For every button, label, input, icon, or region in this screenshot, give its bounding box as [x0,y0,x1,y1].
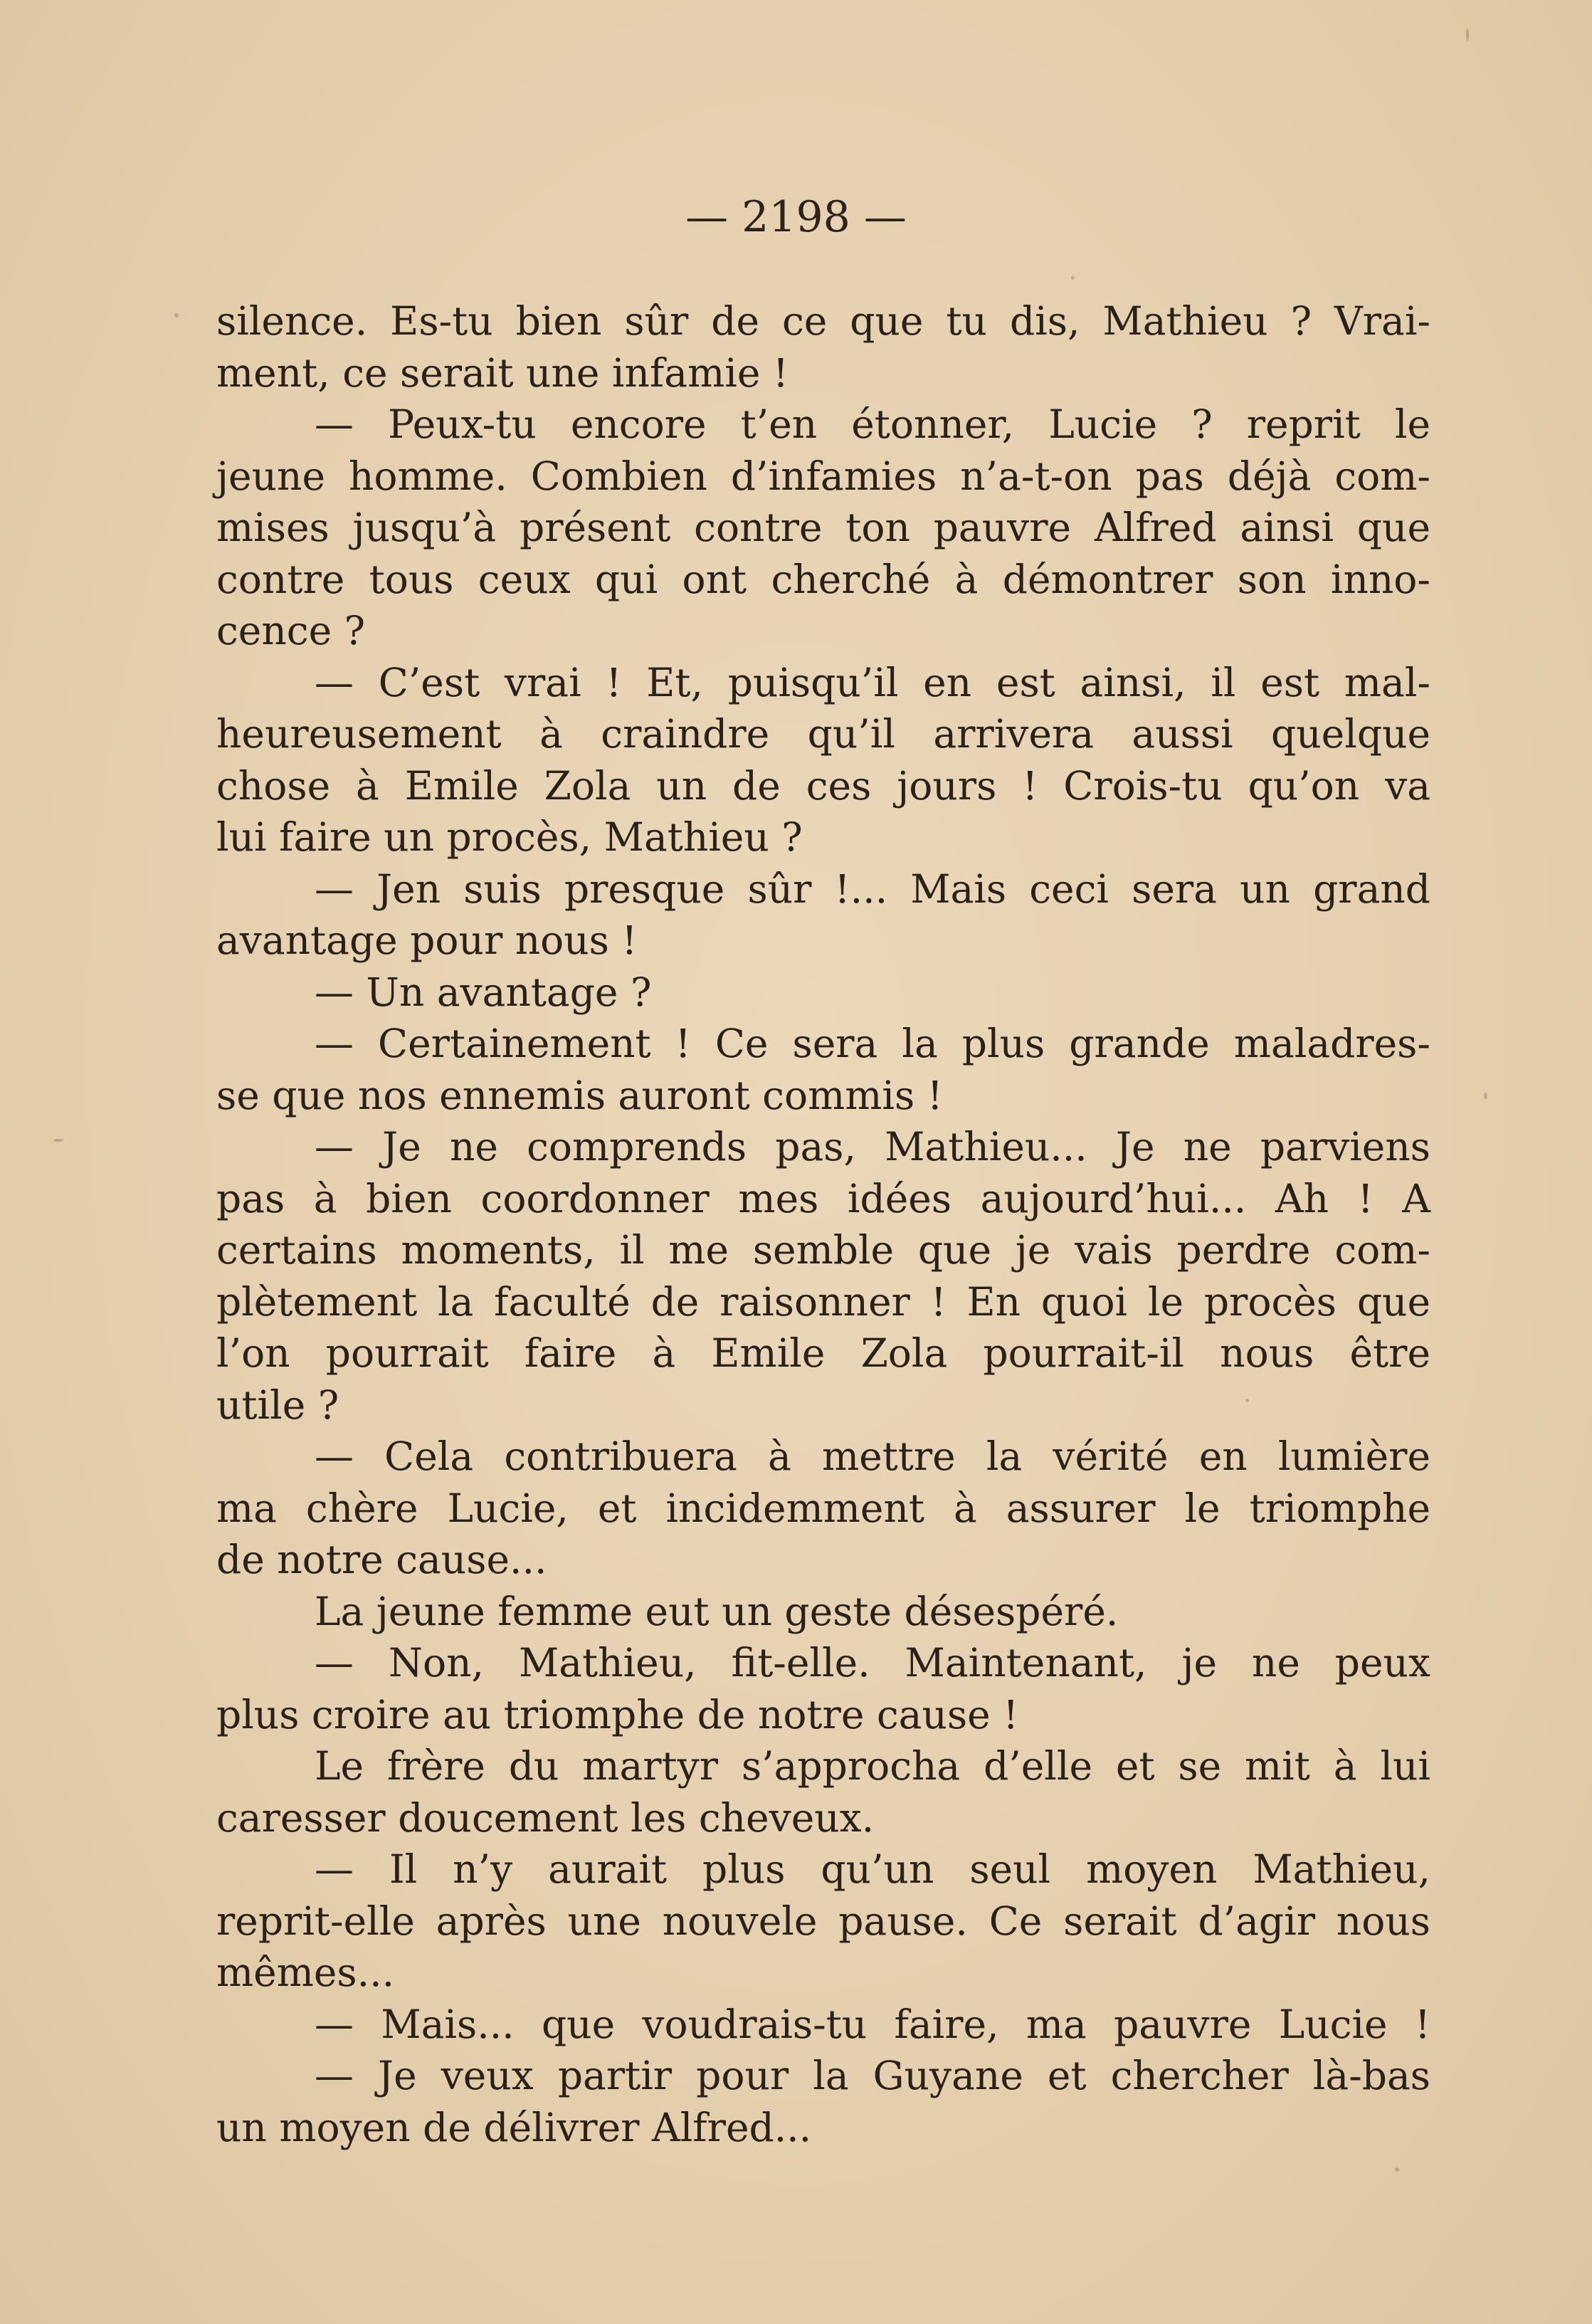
text-line: — Il n’y aurait plus qu’un seul moyen Mathieu, [315,1846,1430,1892]
text-line: Le frère du martyr s’approcha d’elle et se mit à lui [315,1743,1430,1789]
text-line: de notre cause... [216,1537,547,1582]
text-line: mises jusqu’à présent contre ton pauvre Alfred ainsi que [216,505,1430,550]
text-line: — Peux-tu encore t’en étonner, Lucie ? reprit le [315,401,1430,447]
text-line: ma chère Lucie, et incidemment à assurer le triomphe [216,1485,1430,1531]
text-line: — Mais... que voudrais-tu faire, ma pauvre Lucie ! [315,2001,1430,2047]
text-line: cence ? [216,608,366,653]
text-line: La jeune femme eut un geste désespéré. [315,1588,1119,1634]
text-line: caresser doucement les cheveux. [216,1794,875,1841]
text-line: heureusement à craindre qu’il arrivera aussi quelque [216,711,1430,757]
text-line: l’on pourrait faire à Emile Zola pourrait-il nous être [216,1330,1430,1376]
text-line: — Un avantage ? [315,969,652,1015]
paper-speck [53,1139,63,1142]
paper-speck [1466,28,1469,41]
text-line: pas à bien coordonner mes idées aujourd’hui... Ah ! A [216,1175,1430,1221]
text-line: un moyen de délivrer Alfred... [216,2104,812,2150]
paper-speck [1395,2167,1399,2172]
text-line: lui faire un procès, Mathieu ? [216,814,803,860]
text-line: certains moments, il me semble que je vais perdre com- [216,1227,1430,1273]
text-line: chose à Emile Zola un de ces jours ! Crois-tu qu’on va [216,762,1430,809]
text-line: mêmes... [216,1950,395,1995]
text-line: — Je ne comprends pas, Mathieu... Je ne parviens [315,1124,1430,1169]
paper-speck [174,313,179,317]
text-line: — C’est vrai ! Et, puisqu’il en est ainsi, il est mal- [315,659,1430,705]
text-line: — Cela contribuera à mettre la vérité en lumière [315,1434,1430,1479]
text-line: silence. Es-tu bien sûr de ce que tu dis, Mathieu ? Vrai- [216,298,1430,344]
text-line: avantage pour nous ! [216,917,638,963]
paper-speck [1071,276,1075,280]
text-line: — Non, Mathieu, fit-elle. Maintenant, je ne peux [315,1640,1430,1686]
text-line: plètement la faculté de raisonner ! En quoi le procès que [216,1278,1430,1325]
text-line: contre tous ceux qui ont cherché à démontrer son inno- [216,556,1430,602]
text-line: — Je veux partir pour la Guyane et chercher là-bas [315,2053,1430,2098]
text-line: plus croire au triomphe de notre cause ! [216,1691,1019,1737]
text-line: ment, ce serait une infamie ! [216,349,789,396]
text-line: se que nos ennemis auront commis ! [216,1072,943,1118]
paper-speck [1484,1093,1487,1099]
text-line: — Certainement ! Ce sera la plus grande maladres- [315,1021,1430,1066]
text-line: reprit-elle après une nouvele pause. Ce serait d’agir nous [216,1898,1430,1944]
page-number: — 2198 — [685,192,907,242]
text-line: utile ? [216,1382,339,1428]
text-line: jeune homme. Combien d’infamies n’a-t-on pas déjà com- [216,453,1430,499]
body-text [216,295,1430,2153]
text-line: — Jen suis presque sûr !... Mais ceci sera un grand [315,866,1430,912]
